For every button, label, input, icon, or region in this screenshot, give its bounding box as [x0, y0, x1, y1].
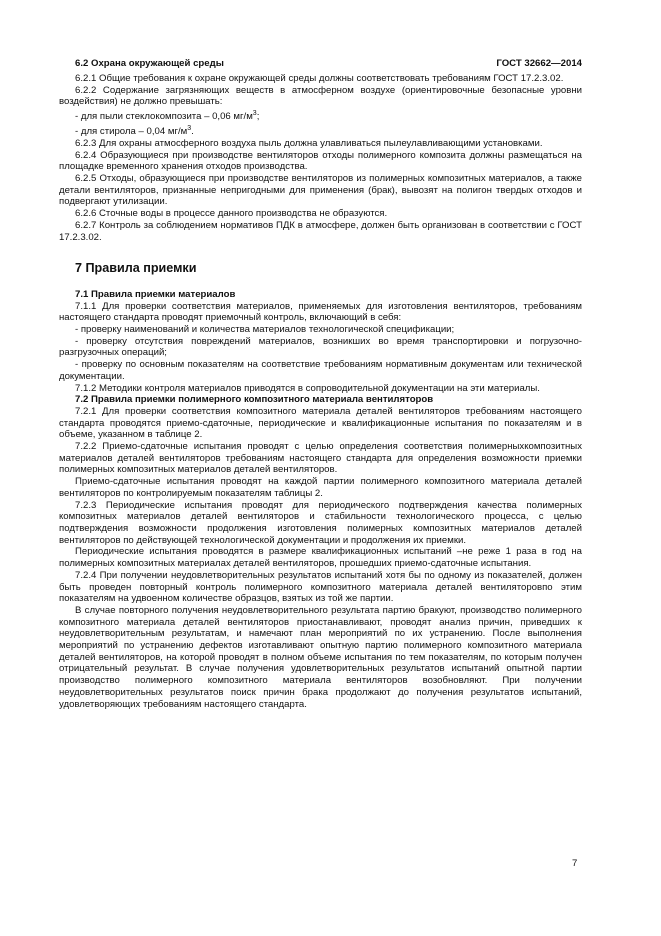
para-6-2-5: 6.2.5 Отходы, образующиеся при производстве вентиляторов из полимерных композитных материалов, а также детали вентиляторов, признанные непригодными для применения (брак), вывозят на полигон твердых отходов и подвергают утилизации. [59, 173, 582, 208]
superscript-3: 3 [252, 110, 257, 118]
para-6-2-4: 6.2.4 Образующиеся при производстве вентиляторов отходы полимерного композита должны размещаться на площадке временного хранения отходов производства. [59, 149, 582, 173]
para-6-2-1: 6.2.1 Общие требования к охране окружающей среды должны соответствовать требованиям ГОСТ 17.2.3.02. [75, 73, 564, 84]
bullet-styrene-limit: - для стирола – 0,04 $мг/м^3$. [75, 125, 194, 138]
heading-7-1: 7.1 Правила приемки материалов [75, 288, 236, 300]
para-7-2-2-cont: Приемо-сдаточные испытания проводят на каждой партии полимерного композитного материала деталей вентиляторов по контролируемым показателям таблицы 2. [59, 476, 582, 499]
section-heading-6-2: 6.2 Охрана окружающей среды [75, 58, 224, 69]
para-7-2-3-cont: Периодические испытания проводятся в размере квалификационных испытаний –не реже 1 раза в год на полимерных композитных материалах деталей вентиляторов, прошедших приемо-сдаточные испытания. [59, 546, 582, 570]
para-6-2-3: 6.2.3 Для охраны атмосферного воздуха пыль должна улавливаться пылеулавливающими установками. [75, 137, 543, 149]
para-6-2-6: 6.2.6 Сточные воды в процессе данного производства не образуются. [75, 208, 388, 220]
para-7-2-2: 7.2.2 Приемо-сдаточные испытания проводят с целью определения соответствия полимерныхкомпозитных материалов деталей вентиляторов требованиям настоящего стандарта для определения возможности приемки полимерных композитных материалов деталей вентиляторов. [59, 441, 582, 476]
page-number: 7 [572, 858, 578, 869]
page-header [59, 58, 582, 72]
bullet-item: - проверку по основным показателям на соответствие требованиям нормативным документам или технической документации. [59, 359, 582, 382]
superscript-3: 3 [187, 125, 192, 132]
para-6-2-7: 6.2.7 Контроль за соблюдением нормативов ПДК в атмосфере, должен быть организован в соответствии с ГОСТ 17.2.3.02. [59, 219, 582, 243]
heading-7-2: 7.2 Правила приемки полимерного композитного материала вентиляторов [75, 394, 434, 406]
section-7-title: 7 Правила приемки [75, 261, 197, 276]
para-7-1-1: 7.1.1 Для проверки соответствия материалов, применяемых для изготовления вентиляторов, требованиям настоящего стандарта проводят приемочный контроль, включающий в себя: [59, 300, 582, 324]
para-7-2-1: 7.2.1 Для проверки соответствия композитного материала деталей вентиляторов требованиям настоящего стандарта проводятся приемо-сдаточные, периодические и квалификационные испытания по показателям и в объеме, указанном в таблице 2. [59, 405, 582, 441]
para-7-2-4: 7.2.4 При получении неудовлетворительных результатов испытаний хотя бы по одному из показателей, должен быть проведен повторный контроль полимерного композитного материала деталей вентиляторовпо этим показателям на удвоенном количестве образцов, взятых из той же партии. [59, 569, 582, 605]
bullet-dust-limit: - для пыли стеклокомпозита – 0,06 $мг/м^3$; [75, 110, 260, 123]
bullet-item: - проверку наименований и количества материалов технологической спецификации; [75, 324, 455, 336]
para-7-2-4-cont: В случае повторного получения неудовлетворительного результата партию бракуют, производство полимерного композитного материала деталей вентиляторов приостанавливают, проводят анализ причин, приведших к неудовлетворительным результатам, и намечают план мероприятий по их устранению. После выполнения мероприятий по устранению дефектов изготавливают опытную партию полимерного композитного материала деталей вентиляторов, на которой проводят в полном объеме испытания по тем показателям, по которым получен отрицательный результат. В случае получения удовлетворительных результатов испытаний опытной партии производство полимерного композитного материала вентиляторов возобновляют. При получении неудовлетворительных результатов поиск причин брака продолжают до получения результатов испытаний, удовлетворяющих требованиям настоящего стандарта. [59, 604, 582, 710]
para-7-2-3: 7.2.3 Периодические испытания проводят для периодического подтверждения качества полимерных композитных материалов деталей вентиляторов и стабильности технологического процесса, с целью подтверждения возможности продолжения изготовления полимерных композитных материалов деталей вентиляторов по действующей технологической документации и продолжения их приемки. [59, 499, 582, 546]
document-code: ГОСТ 32662—2014 [496, 58, 582, 69]
document-body [59, 73, 582, 710]
para-6-2-2: 6.2.2 Содержание загрязняющих веществ в атмосферном воздухе (ориентировочные безопасные уровни воздействия) не должно превышать: [59, 84, 582, 108]
para-7-1-2: 7.1.2 Методики контроля материалов приводятся в сопроводительной документации на эти материалы. [75, 382, 540, 394]
bullet-item: - проверку отсутствия повреждений материалов, возникших во время транспортировки и погрузочно-разгрузочных операций; [59, 335, 582, 359]
